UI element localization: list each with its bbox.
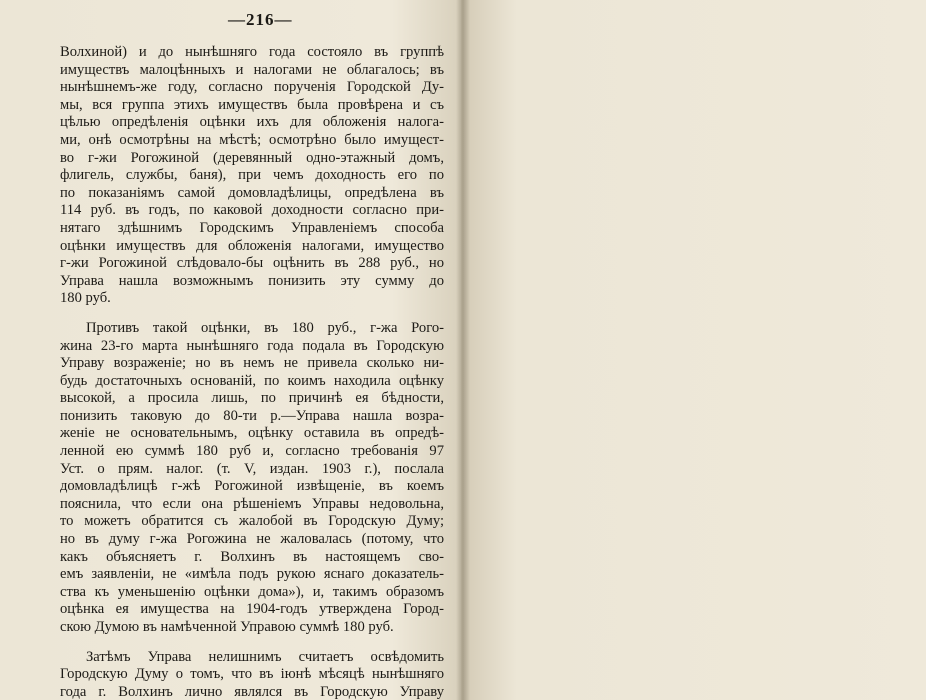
text-line: Уст. о прям. налог. (т. V, издан. 1903 г.), послала — [60, 460, 444, 477]
text-line: какъ объясняетъ г. Волхинъ въ настоящемъ сво- — [60, 548, 444, 565]
text-line: емъ заявленіи, не «имѣла подъ рукою яснаго доказатель- — [60, 566, 444, 583]
text-line: Затѣмъ Управа нелишнимъ считаетъ освѣдомить — [86, 648, 444, 665]
text-line: Городскую Думу о томъ, что въ іюнѣ мѣсяцѣ нынѣшняго — [60, 666, 444, 683]
text-line: ленной ею суммѣ 180 руб и, согласно требованія 97 — [60, 443, 444, 460]
text-line: Управа нашла возможнымъ понизить эту сумму до — [60, 272, 444, 289]
text-line: Волхиной) и до нынѣшняго года состояло въ группѣ — [60, 44, 444, 60]
text-line: жина 23-го марта нынѣшняго года подала въ Городскую — [60, 337, 444, 354]
text-line: Противъ такой оцѣнки, въ 180 руб., г-жа Рого- — [86, 319, 444, 336]
text-line: 114 руб. въ годъ, по каковой доходности согласно при- — [60, 202, 444, 219]
text-line: скою Думою въ намѣченной Управою суммѣ 180 руб. — [60, 619, 394, 635]
text-line: понизить таковую до 80-ти р.—Управа нашла возра- — [60, 407, 444, 424]
text-line: года г. Волхинъ лично являлся въ Городскую Управу — [60, 683, 444, 700]
text-line: ми, онѣ осмотрѣны на мѣстѣ; осмотрѣно было имущест- — [60, 131, 444, 148]
paragraph-gap — [60, 308, 444, 320]
right-page — [461, 0, 926, 700]
text-line: нынѣшнемъ-же году, согласно порученія Городской Ду- — [60, 79, 444, 96]
text-line: имуществъ малоцѣнныхъ и налогами не облагалось; въ — [60, 61, 444, 78]
text-line: по показаніямъ самой домовладѣлицы, опредѣлена въ — [60, 184, 444, 201]
text-line: домовладѣлицѣ г-жѣ Рогожиной извѣщеніе, въ коемъ — [60, 478, 444, 495]
text-line: оцѣнка ея имущества на 1904-годъ утверждена Город- — [60, 601, 444, 618]
text-line: высокой, а просила лишь, по причинѣ ея бѣдности, — [60, 390, 444, 407]
text-line: цѣлью опредѣленія оцѣнки ихъ для обложенія налога- — [60, 114, 444, 131]
left-page — [0, 0, 461, 700]
paragraph-gap — [60, 637, 444, 649]
text-line: г-жи Рогожиной слѣдовало-бы оцѣнить въ 288 руб., но — [60, 255, 444, 272]
text-line: то можетъ обратится съ жалобой въ Городскую Думу; — [60, 513, 444, 530]
left-page-text — [60, 44, 444, 700]
left-page-number: —216— — [228, 10, 293, 29]
text-line: будь достаточныхъ основаній, по коимъ находила оцѣнку — [60, 372, 444, 389]
text-line: нятаго здѣшнимъ Городскимъ Управленіемъ способа — [60, 219, 444, 236]
text-line: но въ думу г-жа Рогожина не жаловалась (потому, что — [60, 531, 444, 548]
text-line: женіе не основательнымъ, оцѣнку оставила въ опредѣ- — [60, 425, 444, 442]
text-line: оцѣнки имуществъ для обложенія налогами, имущество — [60, 237, 444, 254]
text-line: мы, вся группа этихъ имуществъ была провѣрена и съ — [60, 96, 444, 113]
text-line: флигель, службы, баня), при чемъ доходность его по — [60, 167, 444, 184]
text-line: Управу возраженіе; но въ немъ не привела сколько ни- — [60, 355, 444, 372]
text-line: во г-жи Рогожиной (деревянный одно-этажный домъ, — [60, 149, 444, 166]
text-line: 180 руб. — [60, 290, 111, 307]
book-gutter — [456, 0, 470, 700]
text-line: ства къ уменьшенію оцѣнки дома»), и, такимъ образомъ — [60, 583, 444, 600]
text-line: пояснила, что если она рѣшеніемъ Управы недовольна, — [60, 495, 444, 512]
